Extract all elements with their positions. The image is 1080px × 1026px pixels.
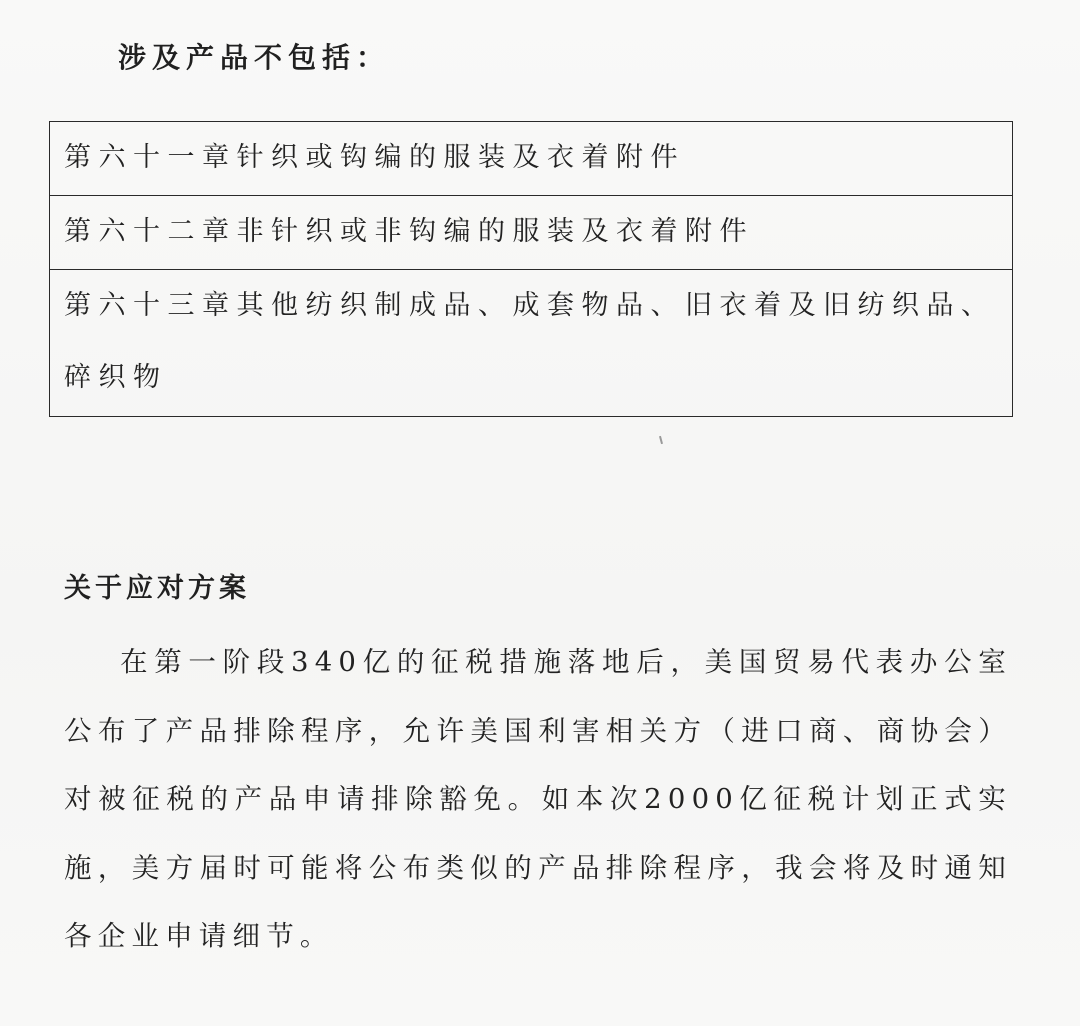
table-row: 第六十三章其他纺织制成品、成套物品、旧衣着及旧纺织品、碎织物	[64, 290, 996, 393]
response-plan-paragraph: 在第一阶段340亿的征税措施落地后，美国贸易代表办公室公布了产品排除程序，允许美国利害相关方（进口商、商协会）对被征税的产品申请排除豁免。如本次2000亿征税计划正式实施，美方届时可能将公布类似的产品排除程序，我会将及时通知各企业申请细节。	[64, 646, 1012, 952]
response-plan-heading: 关于应对方案	[64, 573, 250, 604]
table-row: 第六十二章非针织或非钩编的服装及衣着附件	[50, 196, 1012, 270]
paper-speck	[659, 436, 663, 444]
excluded-chapters-table	[49, 121, 1013, 417]
table-row: 第六十一章针织或钩编的服装及衣着附件	[50, 122, 1012, 196]
excluded-products-heading: 涉及产品不包括：	[118, 41, 391, 74]
